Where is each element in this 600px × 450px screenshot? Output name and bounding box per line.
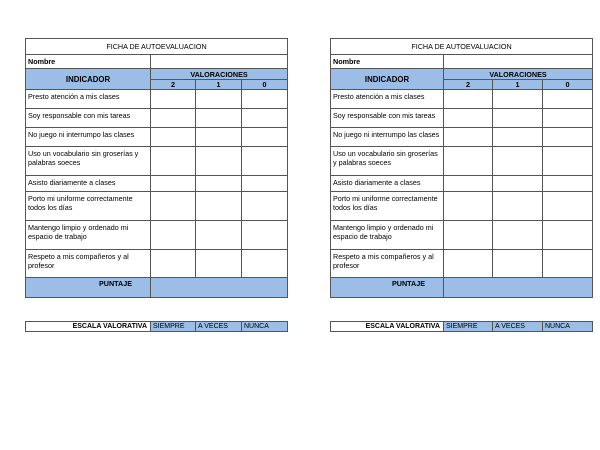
score-cell-0[interactable] xyxy=(543,147,593,176)
score-cell-0[interactable] xyxy=(242,147,288,176)
score-cell-1[interactable] xyxy=(196,192,242,221)
score-header-1: 1 xyxy=(196,80,242,90)
indicator-row xyxy=(331,128,593,147)
name-label: Nombre xyxy=(331,55,444,69)
indicator-row xyxy=(331,109,593,128)
score-cell-2[interactable] xyxy=(444,221,493,250)
score-cell-0[interactable] xyxy=(543,192,593,221)
score-cell-0[interactable] xyxy=(543,250,593,278)
scale-option-a-veces: A VECES xyxy=(196,322,242,332)
name-field[interactable] xyxy=(444,55,593,69)
score-cell-1[interactable] xyxy=(493,192,543,221)
score-cell-2[interactable] xyxy=(151,147,196,176)
score-cell-1[interactable] xyxy=(493,221,543,250)
indicator-text: Asisto diariamente a clases xyxy=(331,176,444,192)
total-score-field[interactable] xyxy=(444,278,593,298)
score-cell-0[interactable] xyxy=(543,128,593,147)
score-cell-0[interactable] xyxy=(543,176,593,192)
score-cell-2[interactable] xyxy=(151,176,196,192)
indicator-row xyxy=(331,192,593,221)
score-cell-0[interactable] xyxy=(543,90,593,109)
rating-scale-table xyxy=(25,321,288,332)
rating-scale-table xyxy=(330,321,593,332)
score-cell-1[interactable] xyxy=(493,176,543,192)
indicator-header: INDICADOR xyxy=(331,69,444,90)
score-header-0: 0 xyxy=(543,80,593,90)
score-cell-0[interactable] xyxy=(242,221,288,250)
scale-option-a-veces: A VECES xyxy=(493,322,543,332)
self-evaluation-sheet-left xyxy=(25,38,287,298)
indicator-text: Soy responsable con mis tareas xyxy=(331,109,444,128)
scale-option-siempre: SIEMPRE xyxy=(151,322,196,332)
score-cell-1[interactable] xyxy=(493,109,543,128)
score-cell-2[interactable] xyxy=(151,128,196,147)
score-cell-1[interactable] xyxy=(493,90,543,109)
indicator-text: Soy responsable con mis tareas xyxy=(26,109,151,128)
indicator-text: Mantengo limpio y ordenado mi espacio de trabajo xyxy=(331,221,444,250)
score-cell-2[interactable] xyxy=(151,250,196,278)
score-header-2: 2 xyxy=(444,80,493,90)
scale-option-nunca: NUNCA xyxy=(543,322,593,332)
score-cell-0[interactable] xyxy=(242,176,288,192)
score-cell-1[interactable] xyxy=(196,128,242,147)
score-cell-1[interactable] xyxy=(196,147,242,176)
score-cell-2[interactable] xyxy=(151,90,196,109)
valuations-header: VALORACIONES xyxy=(444,69,593,80)
indicator-text: Presto atención a mis clases xyxy=(331,90,444,109)
indicator-row xyxy=(26,192,288,221)
sheet-title: FICHA DE AUTOEVALUACION xyxy=(331,39,593,55)
score-cell-1[interactable] xyxy=(196,221,242,250)
score-cell-2[interactable] xyxy=(151,221,196,250)
score-cell-0[interactable] xyxy=(242,109,288,128)
score-cell-1[interactable] xyxy=(493,147,543,176)
indicator-row xyxy=(26,109,288,128)
evaluation-table xyxy=(330,38,593,298)
indicator-text: Respeto a mis compañeros y al profesor xyxy=(331,250,444,278)
total-score-label: PUNTAJE xyxy=(331,278,444,298)
score-cell-2[interactable] xyxy=(444,147,493,176)
indicator-row xyxy=(26,90,288,109)
indicator-row xyxy=(26,221,288,250)
score-cell-0[interactable] xyxy=(543,221,593,250)
indicator-row xyxy=(331,147,593,176)
rating-scale-left xyxy=(25,321,287,332)
score-cell-0[interactable] xyxy=(242,192,288,221)
indicator-text: Mantengo limpio y ordenado mi espacio de trabajo xyxy=(26,221,151,250)
score-cell-1[interactable] xyxy=(493,128,543,147)
indicator-text: No juego ni interrumpo las clases xyxy=(26,128,151,147)
indicator-text: Uso un vocabulario sin groserías y palabras soeces xyxy=(331,147,444,176)
score-cell-0[interactable] xyxy=(242,128,288,147)
scale-option-siempre: SIEMPRE xyxy=(444,322,493,332)
indicator-row xyxy=(331,176,593,192)
score-cell-2[interactable] xyxy=(444,90,493,109)
score-cell-1[interactable] xyxy=(196,90,242,109)
score-cell-2[interactable] xyxy=(444,250,493,278)
score-cell-1[interactable] xyxy=(493,250,543,278)
score-cell-2[interactable] xyxy=(151,192,196,221)
evaluation-table xyxy=(25,38,288,298)
scale-option-nunca: NUNCA xyxy=(242,322,288,332)
indicator-text: Porto mi uniforme correctamente todos los días xyxy=(331,192,444,221)
score-header-1: 1 xyxy=(493,80,543,90)
valuations-header: VALORACIONES xyxy=(151,69,288,80)
indicator-text: No juego ni interrumpo las clases xyxy=(331,128,444,147)
indicator-header: INDICADOR xyxy=(26,69,151,90)
rating-scale-label: ESCALA VALORATIVA xyxy=(26,322,151,332)
indicator-row xyxy=(26,250,288,278)
score-cell-0[interactable] xyxy=(543,109,593,128)
indicator-text: Porto mi uniforme correctamente todos los días xyxy=(26,192,151,221)
indicator-row xyxy=(331,250,593,278)
score-cell-2[interactable] xyxy=(151,109,196,128)
indicator-text: Uso un vocabulario sin groserías y palabras soeces xyxy=(26,147,151,176)
total-score-field[interactable] xyxy=(151,278,288,298)
score-cell-0[interactable] xyxy=(242,90,288,109)
score-cell-1[interactable] xyxy=(196,176,242,192)
score-cell-1[interactable] xyxy=(196,250,242,278)
indicator-row xyxy=(26,128,288,147)
indicator-row xyxy=(331,221,593,250)
score-header-0: 0 xyxy=(242,80,288,90)
score-header-2: 2 xyxy=(151,80,196,90)
score-cell-1[interactable] xyxy=(196,109,242,128)
indicator-text: Presto atención a mis clases xyxy=(26,90,151,109)
indicator-row xyxy=(331,90,593,109)
self-evaluation-sheet-right xyxy=(330,38,592,298)
sheet-title: FICHA DE AUTOEVALUACION xyxy=(26,39,288,55)
indicator-row xyxy=(26,147,288,176)
rating-scale-right xyxy=(330,321,592,332)
indicator-row xyxy=(26,176,288,192)
score-cell-2[interactable] xyxy=(444,128,493,147)
score-cell-2[interactable] xyxy=(444,176,493,192)
name-label: Nombre xyxy=(26,55,151,69)
name-field[interactable] xyxy=(151,55,288,69)
score-cell-2[interactable] xyxy=(444,109,493,128)
total-score-label: PUNTAJE xyxy=(26,278,151,298)
score-cell-2[interactable] xyxy=(444,192,493,221)
rating-scale-label: ESCALA VALORATIVA xyxy=(331,322,444,332)
indicator-text: Respeto a mis compañeros y al profesor xyxy=(26,250,151,278)
score-cell-0[interactable] xyxy=(242,250,288,278)
indicator-text: Asisto diariamente a clases xyxy=(26,176,151,192)
